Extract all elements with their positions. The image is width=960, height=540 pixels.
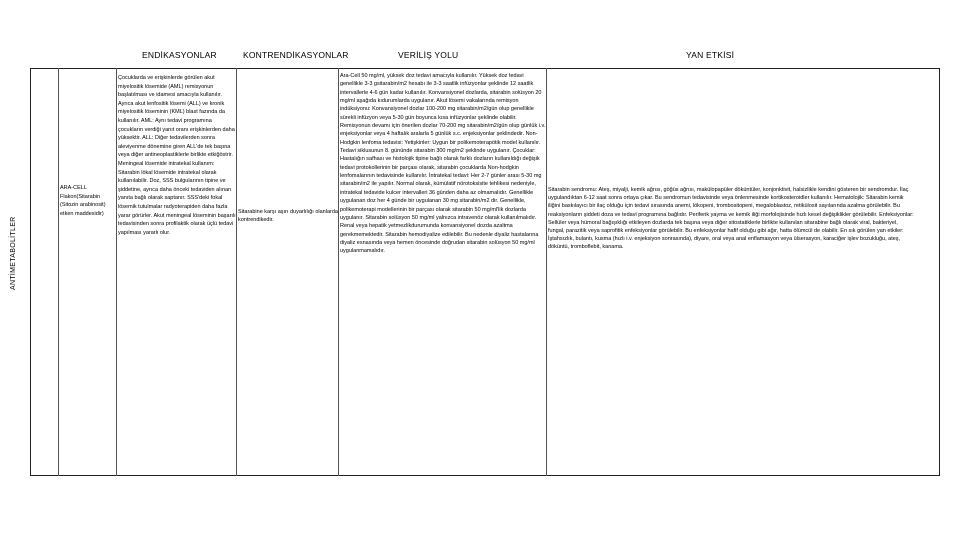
header-yan-etkisi: YAN ETKİSİ: [686, 50, 735, 60]
indications-cell: Çocuklarda ve erişkinlerde görülen akut miyelositik lösemide (AML) remisyonun başlatılması ve idamesi amacıyla kullanılır. Ayrıca akut lenfositik lösemi (ALL) ve kronik miyelositik löseminin (KML) blast fazında da kullanılır. AML: Aynı tedavi programına çocukların verdiği yanıt oranı erişkinlerden daha yüksektir. ALL: Diğer tedavilerden sonra aleviyenme dönemine giren ALL'de tek başına veya diğer antineoplastiklerle birlikte etkiğöstrir. Meningeal lösemide intratekal kullanım: Sitarabin lökal lösemide intratekal olarak kullanılabilir. Doz, SSS bulgularının tipine ve şiddetine, ayrıca daha önceki tedaviden alınan yanıta bağlı olarak saptanır. SSS'deki fokal lösemik tutulmalar radyoterapiden daha fazla yarar görürler. Akut meningeal löseminin başarılı tedavisinden sonra profilaktik olarak üçlü tedavi yapılması yararlı olur.: [118, 75, 236, 236]
drug-name-cell: ARA-CELL Flakon(Sitarabin (Sitozin arabinosit) etken maddesidir): [60, 185, 106, 217]
column-divider: [546, 68, 547, 476]
header-endikasyonlar: ENDİKASYONLAR: [142, 50, 217, 60]
route-dosage-cell: Ara-Cell 50 mg/ml, yüksek doz tedavi amacıyla kullanılır. Yüksek doz tedavi genellikle 3-3 gsitarabin/m2 hesabı ile 3-3 saatlik infüzyonlar şeklinde 12 saatlik intervallerle 4-6 gün kadar kullanılır. Konvansiyonel dozlarda, sitarabin solüsyon 20 mg/ml aşağıda kıdurumlarda uygulanır. Akut lösemi vakalarında remisyon indüksiyonu: Konvansiyonel dozlar 100-200 mg sitarabin/m2/gün olup genellikle sürekli infüzyon veya 5-30 gün boyunca kısa infüzyonlar şeklinde olabilir. Remisyonun devamı için önerilen dozlar 70-200 mg sitarabin/m2/gün olup günlük i.v. enjeksiyonlar veya 4 haftalık aralarla 5 günlük s.c. enjeksiyonlar şeklindedir. Non-Hodgkin lenfoma tedavisi: Yetişkinler: Uygun bir polikemoterapötik model kullanılır. Tedavi siklusunun 8. gününde sitarabin 300 mg/m2 şeklinde uygulanır. Çocuklar: Hastalığın safhası ve histolojik tipine bağlı olarak farklı dozların kullanıldığı değişik tedavi protokollerinin bir parçası olarak, sitarabin çocuklarda Non-hodgkin lenfomalarının tedavisinde kullanılır. İntratekal tedavi: Her 2-7 günler arası 5-30 mg sitarabin/m2 ile yapılır. Normal olarak, kümülatif nörotoksisite tehlikesi nedeniyle, intratekal tedavide kulcer intervalleri 36 günden daha az olmamalıdır. Genellikle uygulanan doz her 4 günde bir uygulanan 30 mg sitarabin/m2 dir. Genellikle, polikemoterapi modellerinin bir parçası olarak sitarabin 50 mg/ml'lik dozlarda uygulanır. Sitarabin solüsyon 50 mg/ml yalnızca intravenöz olarak kullanılmalıdır. Renal veya hepatik yetmezlikdurumunda konvansiyonel dozda azaltma gerekmemektedir. Sitarabin hemodiyalize edilebilir. Bu nedenle diyaliz hastalarına diyaliz esnasında veya hemen öncesinde doğrudan sitarabin solüsyon 50 mg/ml uygulanmamalıdır.: [340, 73, 546, 255]
column-divider: [58, 68, 59, 476]
row-group-label: ANTİMETABOLİTLER: [10, 216, 17, 290]
header-verilis-yolu: VERİLİŞ YOLU: [398, 50, 459, 60]
column-divider: [236, 68, 237, 476]
side-effects-cell: Sitarabin sendromu: Ateş, miyalji, kemik ağrısı, göğüs ağrısı, makülopapüler döküntüler, konjonktivit, halsizlikle kendini gösteren bir sendromdur. İlaç uygulandıktan 6-12 saat sonra ortaya çıkar. Bu sendromun tedavisinde veya önlenmesinde kortikosteroidler kullanılır. Hematolojik: Sitarabin kemik iliğini baskılayıcı bir ilaç olduğu için tedavi sırasında anemi, lökopeni, trombositopeni, megaloblastoz, retikülosit sayılarında azalma görülebilir. Bu reaksiyonların şiddeti doza ve tedavi programına bağlıdır. Periferik yayma ve kemik iliği morfolojisinde hızlı kesel değişiklikler görülebilir. Enfeksiyonlar: Sellüler veya hümoral bağışıklığı etkileyen dozlarda tek başına veya diğer sitostatiklerle birlikte kullanılan sitarabine bağlı olarak viral, bakteriyel, fungal, parazitik veya saprofitik enfeksiyonlar görülebilir. Bu enfeksiyonlar hafif olduğu gibi ağır, hatta ölümcül de olabilir. En sık görülen yan etkiler: İştahsızlık, bulantı, kusma (hızlı i.v. enjeksiyon sonrasında), diyare, oral veya anal enflamasyon veya ülserasyon, karaciğer işlev bozukluğu, ateş, döküntü, tromboflebit, kanama.: [548, 187, 914, 251]
header-kontrendikasyonlar: KONTRENDİKASYONLAR: [243, 50, 349, 60]
column-divider: [338, 68, 339, 476]
column-divider: [116, 68, 117, 476]
contraindications-cell: Sitarabine karşı aşırı duyarlılığı olanlarda kontrendikedir.: [238, 209, 338, 223]
